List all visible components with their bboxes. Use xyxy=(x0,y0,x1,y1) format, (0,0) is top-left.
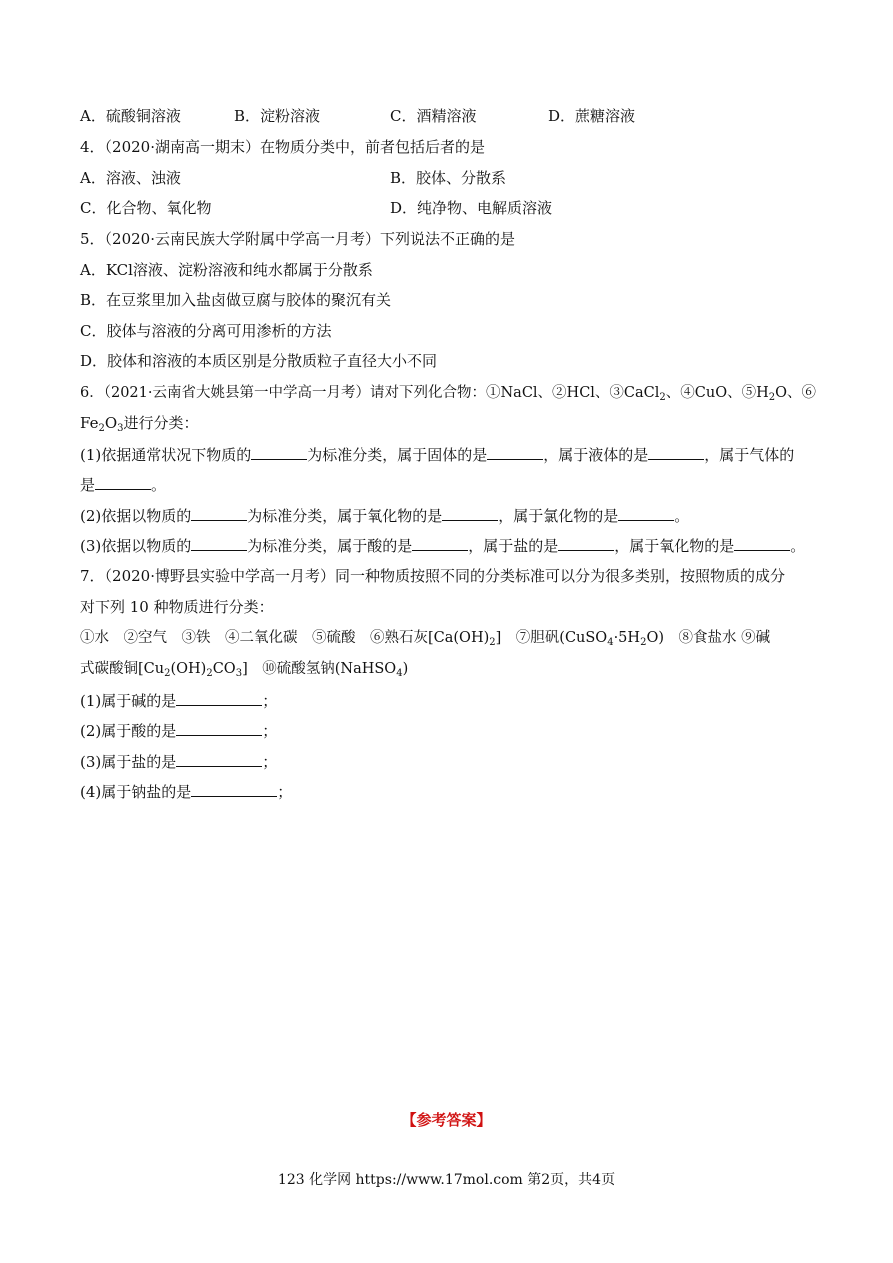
q6-p3-text-d: ，属于氧化物的是 xyxy=(614,537,735,555)
q7-list1-text-c: ·5H xyxy=(613,630,641,646)
answer-blank[interactable] xyxy=(648,444,704,460)
subscript: 2 xyxy=(206,668,213,679)
answer-blank[interactable] xyxy=(191,781,277,797)
q7-p2-text: (2)属于酸的是 xyxy=(80,722,177,740)
subscript: 4 xyxy=(396,668,403,679)
q6-stem-text-a: 6．（2021·云南省大姚县第一中学高一月考）请对下列化合物：①NaCl、②HCl、③CaCl xyxy=(80,385,660,401)
semicolon: ； xyxy=(262,692,278,710)
subscript: 2 xyxy=(98,423,105,434)
q6-p1-text-e: 是 xyxy=(80,476,96,494)
answer-blank[interactable] xyxy=(442,505,498,521)
q4-stem: 4．（2020·湖南高一期末）在物质分类中，前者包括后者的是 xyxy=(80,138,485,156)
q5-option-b: B．在豆浆里加入盐卤做豆腐与胶体的聚沉有关 xyxy=(80,291,392,309)
answer-blank[interactable] xyxy=(191,505,247,521)
q7-stem-line2: 对下列 10 种物质进行分类： xyxy=(80,598,274,616)
semicolon: ； xyxy=(277,783,293,801)
q7-part4 xyxy=(80,781,292,802)
q3-option-d: D．蔗糖溶液 xyxy=(548,107,636,125)
q7-stem-line1: 7．（2020·博野县实验中学高一月考）同一种物质按照不同的分类标准可以分为很多类别，按照物质的成分 xyxy=(80,567,785,585)
q7-p3-text: (3)属于盐的是 xyxy=(80,753,177,771)
q6-part1 xyxy=(80,444,794,465)
answer-blank[interactable] xyxy=(412,535,468,551)
q5-option-a: A．KCl溶液、淀粉溶液和纯水都属于分散系 xyxy=(80,261,373,279)
formula-o: O xyxy=(104,414,118,432)
q6-p1-text-d: ，属于气体的 xyxy=(704,446,795,464)
q4-option-c: C．化合物、氧化物 xyxy=(80,199,212,217)
subscript: 2 xyxy=(659,392,666,403)
q7-p4-text: (4)属于钠盐的是 xyxy=(80,783,192,801)
answer-blank[interactable] xyxy=(487,444,543,460)
q6-stem-line2 xyxy=(80,413,199,433)
answer-blank[interactable] xyxy=(176,690,262,706)
q5-option-d: D．胶体和溶液的本质区别是分散质粒子直径大小不同 xyxy=(80,352,438,370)
q7-part3 xyxy=(80,751,277,772)
q7-list2-text-d: ] ⑩硫酸氢钠(NaHSO xyxy=(242,661,397,677)
answer-blank[interactable] xyxy=(176,720,262,736)
answer-blank[interactable] xyxy=(251,444,307,460)
q7-list2-text-e: ) xyxy=(402,661,409,677)
q6-p3-text-b: 为标准分类，属于酸的是 xyxy=(247,537,413,555)
subscript: 2 xyxy=(489,637,496,648)
answer-heading: 【参考答案】 xyxy=(401,1111,492,1129)
q5-option-c: C．胶体与溶液的分离可用渗析的方法 xyxy=(80,322,332,340)
q7-p1-text: (1)属于碱的是 xyxy=(80,692,177,710)
answer-blank[interactable] xyxy=(618,505,674,521)
q7-substance-list-line1 xyxy=(80,628,770,648)
q7-list1-text-d: O) ⑧食盐水 ⑨碱 xyxy=(646,630,771,646)
q6-part1-cont xyxy=(80,474,166,495)
semicolon: ； xyxy=(262,722,278,740)
q6-p1-text-c: ，属于液体的是 xyxy=(543,446,649,464)
answer-blank[interactable] xyxy=(95,474,151,490)
q7-list2-text-a: 式碳酸铜[Cu xyxy=(80,661,165,677)
q4-option-d: D．纯净物、电解质溶液 xyxy=(390,199,553,217)
q7-list1-text-a: ①水 ②空气 ③铁 ④二氧化碳 ⑤硫酸 ⑥熟石灰[Ca(OH) xyxy=(80,630,490,646)
q4-option-b: B．胶体、分散系 xyxy=(390,169,507,187)
q6-part3 xyxy=(80,535,805,556)
subscript: 2 xyxy=(164,668,171,679)
q7-part2 xyxy=(80,720,277,741)
q6-p2-text-d: 。 xyxy=(674,507,690,525)
formula-fe: Fe xyxy=(80,414,99,432)
q3-option-c: C．酒精溶液 xyxy=(390,107,477,125)
q3-option-a: A．硫酸铜溶液 xyxy=(80,107,181,125)
q5-stem: 5．（2020·云南民族大学附属中学高一月考）下列说法不正确的是 xyxy=(80,230,515,248)
q6-p3-text-e: 。 xyxy=(790,537,806,555)
q7-substance-list-line2 xyxy=(80,659,408,679)
answer-blank[interactable] xyxy=(734,535,790,551)
q7-list1-text-b: ] ⑦胆矾(CuSO xyxy=(495,630,608,646)
q3-option-b: B．淀粉溶液 xyxy=(234,107,321,125)
q6-stem xyxy=(80,383,816,403)
q6-p2-text-c: ，属于氯化物的是 xyxy=(498,507,619,525)
answer-blank[interactable] xyxy=(191,535,247,551)
subscript: 2 xyxy=(640,637,647,648)
q4-option-a: A．溶液、浊液 xyxy=(80,169,181,187)
q6-stem-text-b: 、④CuO、⑤H xyxy=(665,385,769,401)
q6-p1-text-f: 。 xyxy=(151,476,167,494)
subscript: 4 xyxy=(607,637,614,648)
q7-list2-text-c: CO xyxy=(212,661,236,677)
subscript: 3 xyxy=(117,423,124,434)
answer-blank[interactable] xyxy=(176,751,262,767)
q7-part1 xyxy=(80,690,277,711)
q6-p2-text-b: 为标准分类，属于氧化物的是 xyxy=(247,507,443,525)
q6-p2-text-a: (2)依据以物质的 xyxy=(80,507,192,525)
q6-p3-text-a: (3)依据以物质的 xyxy=(80,537,192,555)
q6-stem-line2-text: 进行分类： xyxy=(123,414,199,432)
q7-list2-text-b: (OH) xyxy=(170,661,207,677)
q6-p3-text-c: ，属于盐的是 xyxy=(468,537,559,555)
subscript: 2 xyxy=(768,392,776,403)
subscript: 3 xyxy=(235,668,243,679)
q6-p1-text-b: 为标准分类，属于固体的是 xyxy=(307,446,488,464)
q6-p1-text-a: (1)依据通常状况下物质的 xyxy=(80,446,252,464)
q6-part2 xyxy=(80,505,689,526)
semicolon: ； xyxy=(262,753,278,771)
page-footer: 123 化学网 https://www.17mol.com 第2页，共4页 xyxy=(277,1172,616,1188)
q6-stem-text-c: O、⑥ xyxy=(775,385,817,401)
answer-blank[interactable] xyxy=(558,535,614,551)
